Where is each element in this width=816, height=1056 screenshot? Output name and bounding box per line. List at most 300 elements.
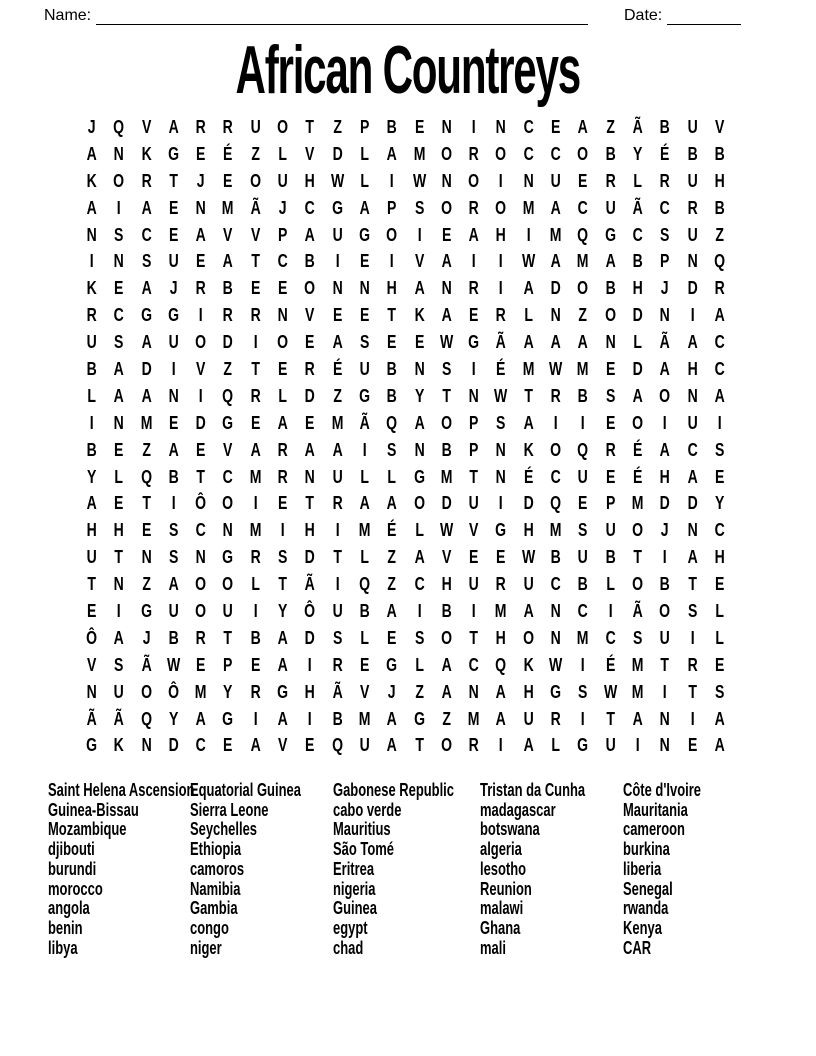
grid-cell: A [687, 332, 698, 353]
grid-cell: I [526, 224, 531, 245]
grid-cell: E [359, 251, 370, 272]
grid-cell: T [169, 170, 178, 191]
grid-cell: A [659, 359, 670, 380]
grid-cell: L [360, 627, 369, 648]
grid-cell: Z [141, 439, 151, 460]
name-blank [96, 7, 588, 25]
grid-cell: Q [113, 117, 125, 137]
grid-cell: T [333, 547, 342, 568]
grid-cell: U [659, 627, 670, 648]
grid-cell: V [714, 117, 725, 137]
grid-cell: C [141, 224, 152, 245]
grid-cell: M [413, 143, 426, 164]
grid-cell: O [577, 143, 589, 164]
grid-cell: I [198, 305, 203, 326]
grid-cell: A [223, 251, 234, 272]
grid-cell: A [386, 735, 397, 756]
grid-cell: Ô [86, 627, 98, 648]
grid-cell: I [116, 601, 121, 622]
grid-cell: É [387, 520, 397, 541]
grid-cell: K [113, 735, 125, 756]
grid-cell: I [471, 359, 476, 380]
grid-cell: C [523, 117, 534, 137]
word-list-item: Eritrea [333, 858, 375, 879]
grid-cell: M [249, 520, 262, 541]
grid-cell: T [414, 735, 424, 756]
grid-cell: Q [550, 493, 562, 514]
grid-cell: P [605, 493, 615, 514]
grid-cell: E [305, 332, 315, 353]
grid-cell: E [168, 224, 179, 245]
grid-cell: H [659, 466, 670, 487]
word-list-item: burundi [48, 858, 97, 879]
grid-cell: A [687, 547, 698, 568]
word-list-item: Tristan da Cunha [480, 780, 586, 800]
word-list-item: Mauritius [333, 819, 391, 840]
grid-cell: A [277, 708, 288, 729]
grid-cell: A [523, 412, 534, 433]
grid-cell: Ã [113, 708, 125, 729]
grid-cell: E [332, 305, 343, 326]
grid-cell: I [690, 708, 695, 729]
grid-cell: C [550, 466, 561, 487]
grid-cell: E [496, 547, 506, 568]
grid-cell: B [714, 143, 725, 164]
grid-cell: S [578, 681, 588, 702]
grid-cell: H [86, 520, 97, 541]
grid-cell: R [332, 654, 343, 675]
grid-cell: I [471, 251, 476, 272]
grid-cell: I [89, 251, 94, 272]
grid-cell: D [632, 305, 643, 326]
grid-cell: G [359, 385, 371, 406]
grid-cell: B [605, 547, 616, 568]
grid-cell: A [195, 708, 206, 729]
grid-cell: Ã [632, 197, 643, 218]
grid-cell: B [441, 601, 452, 622]
grid-cell: Z [223, 359, 233, 380]
grid-cell: E [196, 439, 206, 460]
grid-cell: Z [414, 681, 424, 702]
grid-cell: R [332, 493, 343, 514]
grid-cell: N [550, 305, 561, 326]
grid-cell: I [499, 735, 504, 756]
grid-cell: W [549, 359, 563, 380]
word-list-item: Guinea [333, 898, 377, 919]
grid-cell: B [632, 251, 643, 272]
grid-cell: N [223, 520, 234, 541]
grid-cell: O [222, 493, 234, 514]
grid-cell: A [359, 197, 370, 218]
grid-cell: A [141, 197, 152, 218]
grid-cell: V [441, 547, 452, 568]
grid-cell: E [278, 359, 288, 380]
grid-cell: P [278, 224, 288, 245]
grid-cell: B [659, 574, 670, 595]
grid-cell: V [141, 117, 151, 137]
word-list-item: libya [48, 937, 78, 958]
grid-cell: W [521, 547, 536, 568]
grid-cell: N [414, 359, 425, 380]
grid-cell: H [714, 547, 725, 568]
grid-cell: C [659, 197, 670, 218]
grid-cell: M [631, 493, 644, 514]
grid-cell: É [632, 466, 643, 487]
word-list-item: botswana [480, 819, 540, 840]
grid-cell: L [605, 574, 615, 595]
grid-cell: C [113, 305, 125, 326]
grid-cell: B [386, 117, 397, 137]
grid-cell: S [168, 520, 179, 541]
grid-cell: S [278, 547, 288, 568]
grid-cell: I [471, 601, 476, 622]
grid-cell: T [278, 574, 288, 595]
grid-cell: A [523, 278, 534, 299]
grid-cell: V [223, 224, 233, 245]
grid-cell: Ô [304, 601, 316, 622]
grid-cell: Q [140, 466, 152, 487]
grid-cell: H [386, 278, 397, 299]
grid-cell: A [277, 627, 288, 648]
grid-cell: Q [577, 224, 589, 245]
grid-cell: R [468, 735, 479, 756]
grid-cell: U [332, 601, 343, 622]
grid-cell: C [277, 251, 288, 272]
grid-cell: A [687, 466, 698, 487]
grid-cell: U [468, 574, 479, 595]
word-list-item: Gabonese Republic [333, 780, 454, 800]
grid-cell: T [196, 466, 206, 487]
grid-cell: U [223, 601, 234, 622]
grid-cell: H [523, 681, 534, 702]
grid-cell: O [522, 627, 534, 648]
grid-cell: O [195, 332, 207, 353]
grid-cell: R [195, 627, 206, 648]
grid-cell: E [469, 305, 479, 326]
word-list-item: congo [190, 917, 229, 938]
grid-cell: A [250, 439, 261, 460]
grid-cell: J [169, 278, 178, 299]
grid-cell: U [359, 735, 370, 756]
grid-cell: M [495, 601, 507, 622]
grid-cell: M [577, 359, 589, 380]
grid-cell: O [441, 412, 452, 433]
grid-cell: V [86, 654, 97, 675]
grid-cell: N [141, 547, 152, 568]
grid-cell: A [113, 385, 125, 406]
grid-cell: C [714, 359, 725, 380]
grid-cell: L [387, 466, 397, 487]
word-list-item: burkina [623, 839, 670, 860]
word-list-item: Saint Helena Ascension [48, 780, 195, 800]
grid-cell: R [223, 117, 234, 137]
grid-cell: J [87, 117, 96, 137]
grid-cell: L [360, 143, 369, 164]
grid-cell: E [578, 493, 588, 514]
name-label: Name: [44, 7, 92, 24]
grid-cell: N [332, 278, 343, 299]
grid-cell: C [632, 224, 643, 245]
grid-cell: Ã [496, 332, 507, 353]
grid-cell: A [195, 224, 206, 245]
grid-cell: P [660, 251, 670, 272]
grid-cell: B [577, 385, 589, 406]
grid-cell: U [577, 547, 589, 568]
grid-cell: N [441, 117, 452, 137]
grid-cell: I [662, 681, 667, 702]
grid-cell: A [714, 708, 725, 729]
grid-cell: E [441, 224, 452, 245]
grid-cell: U [550, 170, 561, 191]
grid-cell: H [687, 359, 698, 380]
grid-cell: B [250, 627, 261, 648]
grid-cell: G [331, 197, 343, 218]
word-list-column [190, 781, 344, 958]
word-list-item: Sierra Leone [190, 799, 269, 820]
grid-cell: G [359, 224, 371, 245]
grid-cell: É [496, 359, 506, 380]
grid-cell: O [277, 117, 289, 137]
grid-cell: R [605, 170, 616, 191]
grid-cell: D [687, 493, 698, 514]
grid-cell: W [494, 385, 508, 406]
grid-cell: B [223, 278, 234, 299]
grid-cell: S [414, 627, 424, 648]
grid-cell: L [633, 170, 642, 191]
grid-cell: I [471, 117, 476, 137]
grid-cell: O [140, 681, 152, 702]
grid-cell: E [250, 412, 261, 433]
grid-cell: O [632, 520, 644, 541]
grid-cell: Z [333, 117, 342, 137]
grid-cell: H [496, 224, 507, 245]
grid-cell: A [441, 654, 452, 675]
grid-cell: S [387, 439, 397, 460]
grid-cell: K [523, 654, 534, 675]
grid-cell: A [523, 601, 534, 622]
grid-cell: I [253, 493, 258, 514]
grid-cell: E [551, 117, 561, 137]
grid-cell: J [660, 520, 669, 541]
grid-cell: B [687, 143, 698, 164]
word-list-item: São Tomé [333, 839, 394, 860]
grid-cell: O [304, 278, 316, 299]
grid-cell: T [660, 654, 670, 675]
grid-cell: A [714, 305, 725, 326]
grid-cell: S [496, 412, 506, 433]
grid-cell: Z [715, 224, 724, 245]
grid-cell: B [577, 574, 589, 595]
grid-cell: N [496, 117, 507, 137]
grid-cell: T [141, 493, 151, 514]
grid-cell: M [577, 627, 589, 648]
grid-cell: N [496, 439, 507, 460]
grid-cell: D [332, 143, 343, 164]
word-list-item: benin [48, 917, 83, 938]
grid-cell: E [305, 735, 315, 756]
grid-cell: T [442, 385, 451, 406]
grid-cell: A [468, 224, 479, 245]
grid-cell: O [222, 574, 234, 595]
grid-cell: G [413, 466, 425, 487]
grid-cell: I [662, 547, 667, 568]
grid-cell: T [687, 574, 697, 595]
grid-cell: M [549, 520, 562, 541]
grid-cell: M [140, 412, 153, 433]
grid-cell: E [414, 332, 424, 353]
grid-cell: Y [86, 466, 97, 487]
grid-cell: B [332, 708, 343, 729]
grid-cell: E [196, 654, 206, 675]
grid-cell: T [251, 359, 260, 380]
grid-cell: Ô [195, 493, 207, 514]
grid-cell: T [114, 547, 124, 568]
grid-cell: Z [141, 574, 151, 595]
grid-cell: U [113, 681, 125, 702]
grid-cell: A [141, 385, 152, 406]
grid-cell: A [550, 251, 561, 272]
grid-cell: A [86, 197, 97, 218]
grid-cell: I [581, 654, 585, 675]
grid-cell: A [113, 627, 125, 648]
grid-cell: G [222, 412, 234, 433]
grid-cell: O [550, 439, 562, 460]
grid-cell: I [553, 412, 558, 433]
grid-cell: L [87, 385, 96, 406]
grid-cell: M [577, 251, 589, 272]
grid-cell: N [687, 520, 698, 541]
grid-cell: D [195, 412, 206, 433]
grid-cell: A [168, 574, 179, 595]
grid-cell: T [251, 251, 260, 272]
grid-cell: I [171, 493, 176, 514]
grid-cell: C [304, 197, 316, 218]
grid-cell: T [687, 681, 697, 702]
grid-cell: I [417, 224, 422, 245]
grid-cell: E [714, 654, 725, 675]
grid-cell: V [469, 520, 479, 541]
grid-cell: N [496, 466, 507, 487]
grid-cell: O [113, 170, 125, 191]
grid-cell: I [417, 601, 422, 622]
grid-cell: P [359, 117, 370, 137]
grid-cell: A [577, 332, 589, 353]
grid-cell: H [304, 520, 316, 541]
grid-cell: M [631, 681, 644, 702]
grid-cell: E [114, 278, 124, 299]
grid-cell: S [141, 251, 151, 272]
grid-cell: U [687, 117, 698, 137]
grid-cell: E [714, 466, 725, 487]
grid-cell: U [605, 197, 616, 218]
grid-cell: G [140, 601, 152, 622]
grid-cell: E [387, 332, 397, 353]
grid-cell: U [605, 520, 616, 541]
grid-cell: A [441, 681, 452, 702]
grid-cell: S [332, 627, 343, 648]
grid-cell: T [223, 627, 233, 648]
grid-cell: B [168, 466, 179, 487]
grid-cell: Z [578, 305, 588, 326]
grid-cell: D [523, 493, 534, 514]
grid-cell: N [687, 251, 698, 272]
grid-cell: Q [495, 654, 507, 675]
grid-cell: R [659, 170, 670, 191]
grid-cell: N [441, 278, 452, 299]
grid-cell: E [114, 439, 124, 460]
grid-cell: I [635, 735, 640, 756]
grid-cell: U [468, 493, 479, 514]
grid-cell: R [195, 117, 206, 137]
grid-cell: B [86, 439, 97, 460]
grid-cell: Z [387, 547, 397, 568]
grid-cell: I [198, 385, 203, 406]
grid-cell: H [441, 574, 452, 595]
grid-cell: S [359, 332, 370, 353]
grid-cell: A [304, 439, 316, 460]
grid-cell: E [250, 278, 261, 299]
grid-cell: L [360, 547, 369, 568]
grid-cell: J [196, 170, 205, 191]
grid-cell: I [308, 654, 312, 675]
grid-cell: O [495, 197, 507, 218]
grid-cell: H [304, 681, 316, 702]
grid-cell: C [195, 735, 206, 756]
word-list-item: morocco [48, 878, 103, 899]
grid-cell: R [250, 385, 261, 406]
grid-cell: R [250, 681, 261, 702]
grid-cell: W [439, 332, 454, 353]
grid-cell: K [523, 439, 534, 460]
grid-cell: E [469, 547, 479, 568]
grid-cell: B [86, 359, 97, 380]
grid-cell: E [168, 412, 179, 433]
grid-cell: A [386, 601, 397, 622]
grid-cell: U [359, 359, 370, 380]
grid-cell: É [632, 439, 643, 460]
grid-cell: A [550, 197, 561, 218]
grid-cell: R [86, 305, 97, 326]
grid-cell: Ã [141, 654, 152, 675]
grid-cell: A [168, 117, 179, 137]
grid-cell: P [387, 197, 397, 218]
word-list-item: liberia [623, 858, 662, 879]
grid-cell: B [386, 359, 397, 380]
word-list-item: cabo verde [333, 799, 402, 820]
grid-cell: A [386, 143, 397, 164]
date-label: Date: [624, 7, 663, 24]
grid-cell: S [578, 520, 588, 541]
grid-cell: O [632, 574, 644, 595]
grid-cell: B [550, 547, 561, 568]
grid-cell: N [113, 143, 125, 164]
grid-cell: É [660, 143, 670, 164]
grid-cell: B [441, 439, 452, 460]
grid-cell: Y [223, 681, 233, 702]
grid-cell: P [469, 412, 479, 433]
grid-cell: Ô [168, 681, 180, 702]
grid-cell: C [550, 143, 561, 164]
grid-cell: R [250, 547, 261, 568]
grid-cell: B [386, 385, 397, 406]
grid-cell: Q [140, 708, 152, 729]
grid-cell: R [195, 278, 206, 299]
grid-cell: J [660, 278, 669, 299]
grid-cell: G [550, 681, 562, 702]
grid-cell: N [468, 681, 479, 702]
grid-cell: Ã [359, 412, 370, 433]
grid-cell: D [304, 627, 316, 648]
